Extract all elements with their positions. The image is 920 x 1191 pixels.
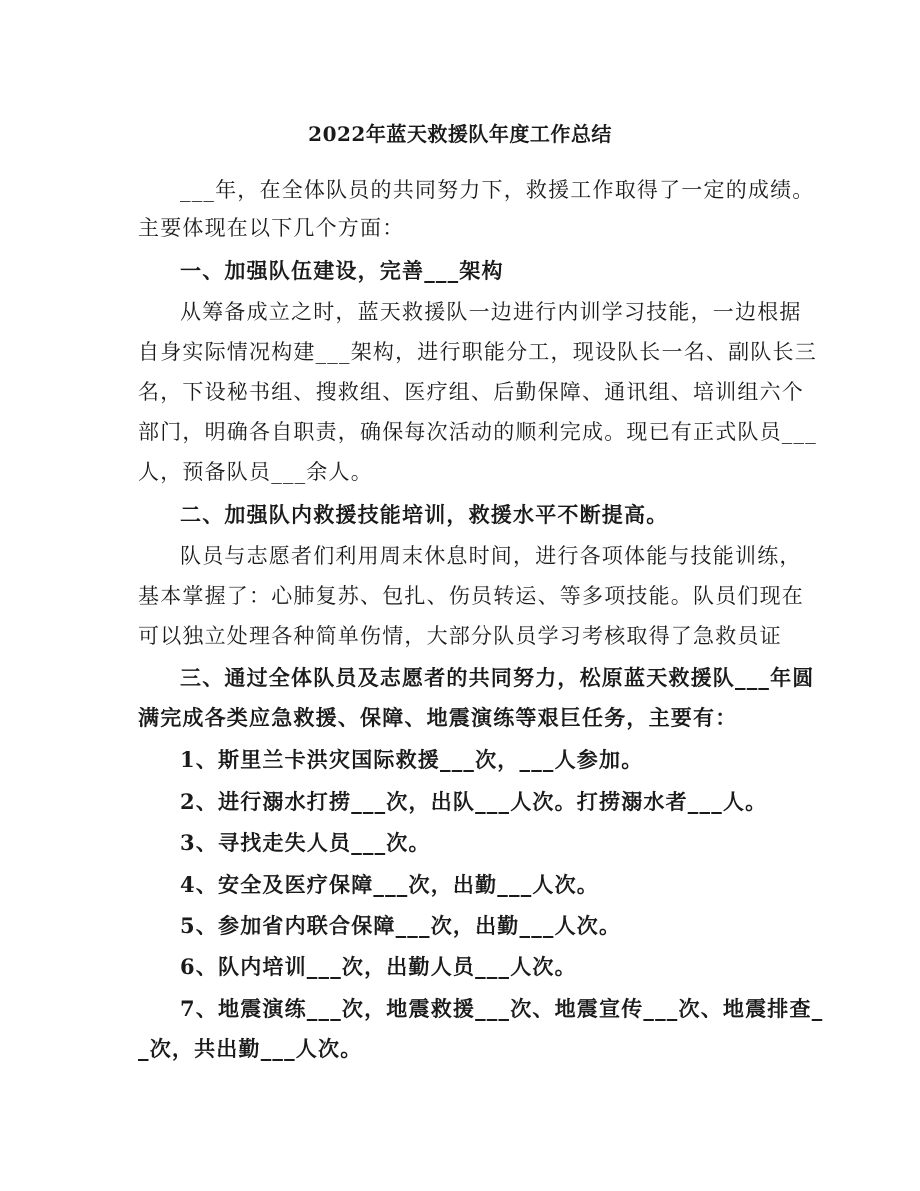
body-line: 人，预备队员___余人。 [138,460,373,484]
body-line: 从筹备成立之时，蓝天救援队一边进行内训学习技能，一边根据 [180,300,802,324]
body-line: 可以独立处理各种简单伤情，大部分队员学习考核取得了急救员证 [138,624,782,648]
body-line: 队员与志愿者们利用周末休息时间，进行各项体能与技能训练， [180,544,802,568]
section-heading-3-cont: 满完成各类应急救援、保障、地震演练等艰巨任务，主要有： [138,705,738,730]
document-title: 2022年蓝天救援队年度工作总结 [308,122,612,146]
list-item-cont: _次，共出勤___人次。 [138,1036,363,1061]
section-heading-3: 三、通过全体队员及志愿者的共同努力，松原蓝天救援队___年圆 [180,665,815,690]
body-line: 名，下设秘书组、搜救组、医疗组、后勤保障、通讯组、培训组六个 [138,380,804,404]
intro-line-1: ___年，在全体队员的共同努力下，救援工作取得了一定的成绩。 [180,178,815,202]
section-heading-1: 一、加强队伍建设，完善___架构 [180,258,504,283]
intro-line-2: 主要体现在以下几个方面： [138,216,405,240]
body-line: 自身实际情况构建___架构，进行职能分工，现设队长一名、副队长三 [138,340,817,364]
body-line: 部门，明确各自职责，确保每次活动的顺利完成。现已有正式队员___ [138,420,817,444]
list-item: 7、地震演练___次，地震救援___次、地震宣传___次、地震排查_ [180,996,824,1021]
section-heading-2: 二、加强队内救援技能培训，救援水平不断提高。 [180,502,669,527]
list-item: 5、参加省内联合保障___次，出勤___人次。 [180,913,622,938]
list-item: 3、寻找走失人员___次。 [180,830,431,855]
list-item: 6、队内培训___次，出勤人员___人次。 [180,954,577,979]
list-item: 4、安全及医疗保障___次，出勤___人次。 [180,872,600,897]
body-line: 基本掌握了：心肺复苏、包扎、伤员转运、等多项技能。队员们现在 [138,584,804,608]
list-item: 2、进行溺水打捞___次，出队___人次。打捞溺水者___人。 [180,789,768,814]
list-item: 1、斯里兰卡洪灾国际救援___次，___人参加。 [180,747,644,772]
